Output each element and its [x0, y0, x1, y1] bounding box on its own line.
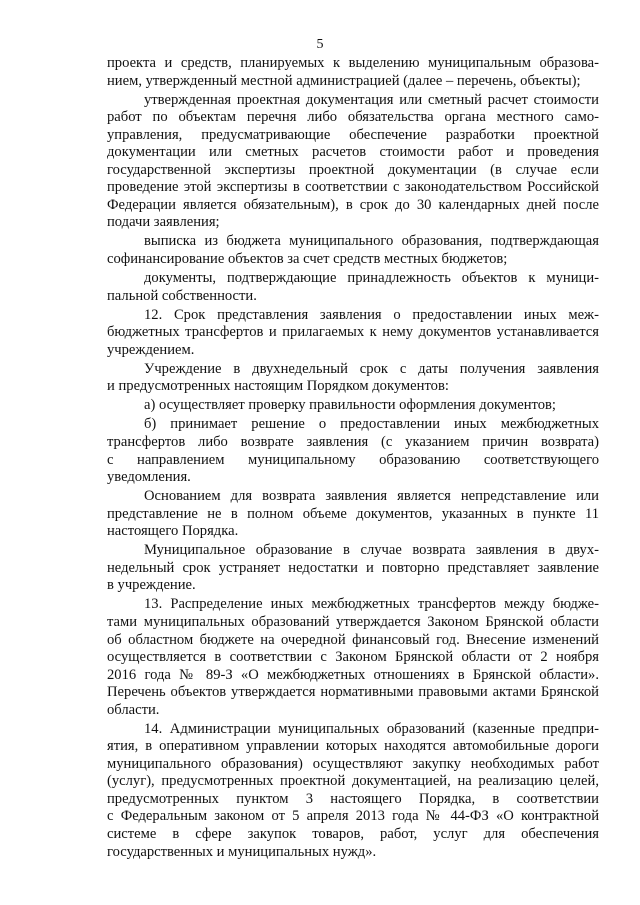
text-line: в учреждение. — [107, 577, 196, 594]
paragraph — [107, 233, 599, 268]
text-line: и предусмотренных настоящим Порядком документов: — [107, 378, 449, 395]
text-line: области. — [107, 701, 160, 718]
text-line: 13. Распределение иных межбюджетных трансфертов между бюдже- — [144, 596, 599, 613]
text-line: настоящего Порядка. — [107, 523, 239, 540]
paragraph — [107, 416, 599, 486]
paragraph — [107, 721, 599, 861]
text-line: нием, утвержденный местной администрацией (далее – перечень, объекты); — [107, 72, 581, 89]
text-line: бюджетных трансфертов и прилагаемых к нему документов устанавливается — [107, 324, 599, 341]
text-line: государственных и муниципальных нужд». — [107, 843, 377, 860]
text-line: ятия, в оперативном управлении которых находятся автомобильные дороги — [107, 738, 599, 755]
text-line: уведомления. — [107, 469, 191, 486]
paragraph — [107, 270, 599, 305]
text-line: об областном бюджете на очередной финансовый год. Внесение изменений — [107, 631, 599, 648]
text-line: 14. Администрации муниципальных образований (казенные предпри- — [144, 720, 599, 737]
paragraph — [107, 596, 599, 719]
text-line: с Федеральным законом от 5 апреля 2013 года № 44-ФЗ «О контрактной — [107, 808, 599, 825]
text-line: осуществляется в соответствии с Законом Брянской области от 2 ноября — [107, 649, 599, 666]
paragraph — [107, 361, 599, 396]
paragraph — [107, 488, 599, 541]
text-line: б) принимает решение о предоставлении иных межбюджетных — [144, 416, 599, 433]
text-line: Учреждение в двухнедельный срок с даты получения заявления — [144, 360, 599, 377]
text-line: трансфертов либо возврате заявления (с указанием причин возврата) — [107, 433, 599, 450]
text-line: проекта и средств, планируемых к выделению муниципальным образова- — [107, 55, 599, 71]
text-line: недельный срок устраняет недостатки и повторно представляет заявление — [107, 559, 599, 576]
text-line: с направлением муниципальному образованию соответствующего — [107, 451, 599, 468]
text-line: тами муниципальных образований утверждается Законом Брянской области — [107, 613, 599, 630]
paragraph — [107, 55, 599, 90]
text-line: учреждением. — [107, 341, 195, 358]
text-line: Муниципальное образование в случае возврата заявления в двух- — [144, 542, 599, 559]
paragraph — [107, 307, 599, 360]
text-line: пальной собственности. — [107, 287, 257, 304]
text-line: 2016 года № 89-З «О межбюджетных отношениях в Брянской области». — [107, 666, 599, 683]
text-line: подачи заявления; — [107, 214, 220, 231]
text-line: выписка из бюджета муниципального образования, подтверждающая — [144, 233, 599, 250]
text-line: системе в сфере закупок товаров, работ, услуг для обеспечения — [107, 826, 599, 843]
text-line: софинансирование объектов за счет средств местных бюджетов; — [107, 251, 508, 268]
text-line: (услуг), предусмотренных проектной документацией, на реализацию целей, — [107, 773, 599, 790]
text-line: представление не в полном объеме документов, указанных в пункте 11 — [107, 505, 599, 522]
paragraph — [107, 397, 599, 415]
text-line: работ по объектам перечня либо обязательства органа местного само- — [107, 109, 599, 126]
paragraph — [107, 92, 599, 232]
text-line: управления, предусматривающие обеспечение разработки проектной — [107, 126, 599, 143]
text-line: документы, подтверждающие принадлежность объектов к муници- — [144, 270, 599, 287]
text-line: Перечень объектов утверждается нормативными правовыми актами Брянской — [107, 684, 599, 701]
text-line: документации или сметных расчетов стоимости работ и проведения — [107, 144, 599, 161]
text-line: муниципального образования) осуществляют закупку необходимых работ — [107, 755, 599, 772]
document-body — [107, 55, 599, 863]
text-line: 12. Срок представления заявления о предоставлении иных меж- — [144, 306, 599, 323]
text-line: утвержденная проектная документация или сметный расчет стоимости — [144, 91, 599, 108]
text-line: Федерации является обязательным), в срок до 30 календарных дней после — [107, 196, 599, 213]
page-number: 5 — [316, 37, 324, 52]
text-line: а) осуществляет проверку правильности оформления документов; — [144, 397, 556, 414]
text-line: проведение этой экспертизы в соответствии с законодательством Российской — [107, 179, 599, 196]
paragraph — [107, 542, 599, 595]
text-line: государственной экспертизы проектной документации (в случае если — [107, 161, 599, 178]
text-line: Основанием для возврата заявления является непредставление или — [144, 488, 599, 505]
text-line: предусмотренных пунктом 3 настоящего Порядка, в соответствии — [107, 790, 599, 807]
